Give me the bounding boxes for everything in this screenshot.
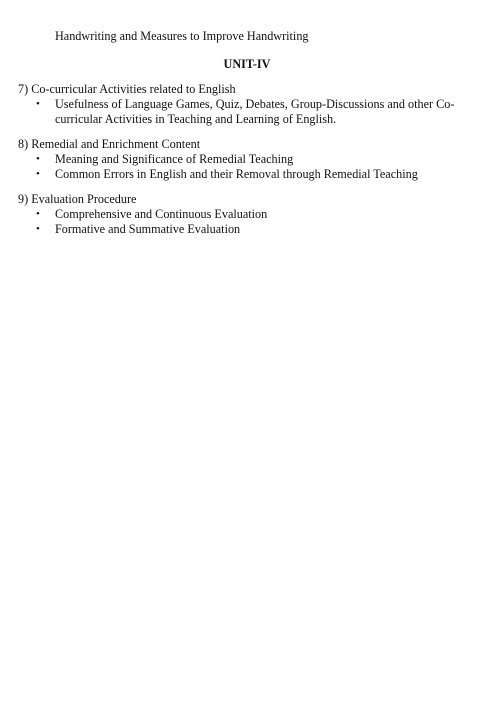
bullet-icon: • xyxy=(36,223,40,235)
bullet-list xyxy=(18,207,458,237)
bullet-item xyxy=(18,152,458,167)
intro-line: Handwriting and Measures to Improve Handwriting xyxy=(55,29,309,43)
section-co-curricular-activities xyxy=(18,82,458,127)
unit-heading: UNIT-IV xyxy=(223,57,271,71)
section-title: 7) Co-curricular Activities related to English xyxy=(18,82,236,96)
bullet-item xyxy=(18,167,458,182)
bullet-item xyxy=(18,97,458,127)
section-title: 9) Evaluation Procedure xyxy=(18,192,137,206)
bullet-text: Meaning and Significance of Remedial Teaching xyxy=(55,152,294,166)
bullet-list xyxy=(18,152,458,182)
section-evaluation-procedure xyxy=(18,192,458,237)
bullet-text: Common Errors in English and their Removal through Remedial Teaching xyxy=(55,167,418,181)
bullet-icon: • xyxy=(36,153,40,165)
section-remedial-enrichment xyxy=(18,137,458,182)
bullet-icon: • xyxy=(36,208,40,220)
bullet-text: Usefulness of Language Games, Quiz, Debates, Group-Discussions and other Co- curricular Activities in Teaching and Learning of English. xyxy=(55,97,455,126)
bullet-text: Comprehensive and Continuous Evaluation xyxy=(55,207,268,221)
bullet-list xyxy=(18,97,458,127)
bullet-icon: • xyxy=(36,168,40,180)
bullet-item xyxy=(18,207,458,222)
bullet-text: Formative and Summative Evaluation xyxy=(55,222,241,236)
section-title: 8) Remedial and Enrichment Content xyxy=(18,137,201,151)
bullet-icon: • xyxy=(36,98,40,110)
bullet-item xyxy=(18,222,458,237)
